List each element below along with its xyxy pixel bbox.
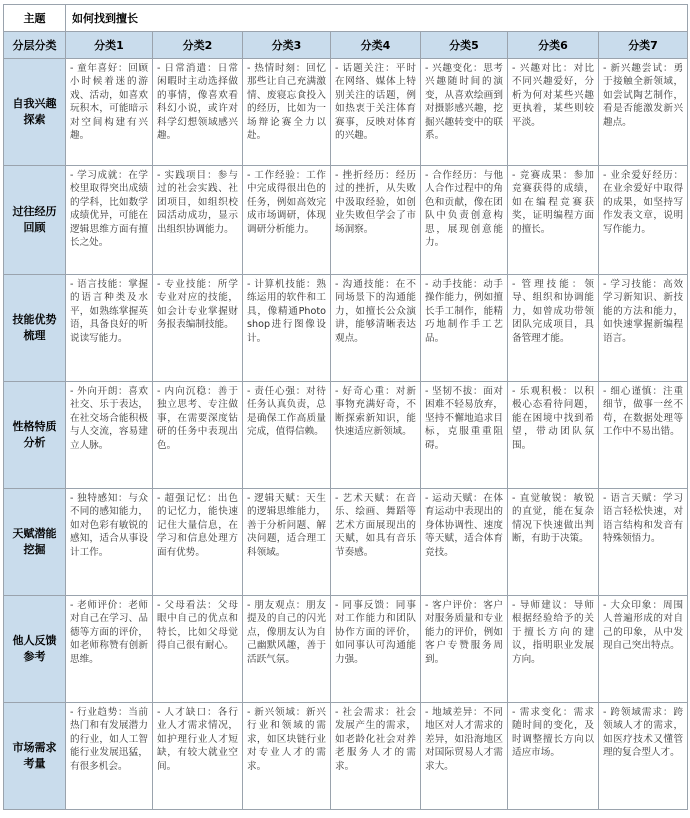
table-cell: - 兴趣变化：思考兴趣随时间的演变，从喜欢绘画到对摄影感兴趣，挖掘兴趣转变中的联系。 [421,59,508,166]
page-title: 如何找到擅长 [66,5,688,32]
table-cell: - 需求变化：需求随时间的变化，及时调整擅长方向以适应市场。 [508,703,599,810]
table-cell: - 语言天赋：学习语言轻松快速，对语言结构和发音有特殊领悟力。 [599,489,688,596]
table-cell: - 新兴领域：新兴行业和领域的需求，如区块链行业对专业人才的需求。 [243,703,331,810]
table-row [4,489,688,596]
row-header: 过往经历回顾 [4,166,66,275]
table-cell: - 地域差异：不同地区对人才需求的差异，如沿海地区对国际贸易人才需求大。 [421,703,508,810]
table-cell: - 行业趋势：当前热门和有发展潜力的行业，如人工智能行业发展迅猛，有很多机会。 [66,703,153,810]
table-cell: - 专业技能：所学专业对应的技能，如会计专业掌握财务报表编制技能。 [153,275,243,382]
table-cell: - 工作经验：工作中完成得很出色的任务，例如高效完成市场调研，体现调研分析能力。 [243,166,331,275]
table-cell: - 学习技能：高效学习新知识、新技能的方法和能力，如快速掌握新编程语言。 [599,275,688,382]
header-category: 分类3 [243,32,331,59]
row-header: 他人反馈参考 [4,596,66,703]
table-cell: - 直觉敏锐：敏锐的直觉，能在复杂情况下快速做出判断，有助于决策。 [508,489,599,596]
table-cell: - 朋友观点：朋友提及的自己的闪光点，像朋友认为自己幽默风趣，善于活跃气氛。 [243,596,331,703]
table-cell: - 细心谨慎：注重细节，做事一丝不苟，在数据处理等工作中不易出错。 [599,382,688,489]
header-category: 分类2 [153,32,243,59]
header-category: 分类1 [66,32,153,59]
table-cell: - 社会需求：社会发展产生的需求，如老龄化社会对养老服务人才的需求。 [331,703,421,810]
title-label: 主题 [4,5,66,32]
row-header: 技能优势梳理 [4,275,66,382]
table-cell: - 艺术天赋：在音乐、绘画、舞蹈等艺术方面展现出的天赋，如具有音乐节奏感。 [331,489,421,596]
table-cell: - 大众印象：周围人普遍形成的对自己的印象，从中发现自己突出特点。 [599,596,688,703]
table-cell: - 管理技能：领导、组织和协调能力，如曾成功带领团队完成项目，具备管理才能。 [508,275,599,382]
table-cell: - 内向沉稳：善于独立思考、专注做事，在需要深度钻研的任务中表现出色。 [153,382,243,489]
table-cell: - 同事反馈：同事对工作能力和团队协作方面的评价，如同事认可沟通能力强。 [331,596,421,703]
table-cell: - 童年喜好：回顾小时候着迷的游戏、活动，如喜欢玩积木，可能暗示对空间构建有兴趣。 [66,59,153,166]
table-cell: - 老师评价：老师对自己在学习、品德等方面的评价，如老师称赞有创新思维。 [66,596,153,703]
strengths-table [3,4,688,810]
row-header: 自我兴趣探索 [4,59,66,166]
table-cell: - 超强记忆：出色的记忆力，能快速记住大量信息，在学习和信息处理方面有优势。 [153,489,243,596]
header-category: 分类5 [421,32,508,59]
header-category: 分类7 [599,32,688,59]
table-cell: - 业余爱好经历：在业余爱好中取得的成果，如坚持写作发表文章，说明写作能力。 [599,166,688,275]
table-cell: - 兴趣对比：对比不同兴趣爱好，分析为何对某些兴趣更执着，某些则较平淡。 [508,59,599,166]
table-cell: - 计算机技能：熟练运用的软件和工具，像精通Photoshop进行图像设计。 [243,275,331,382]
table-cell: - 父母看法：父母眼中自己的优点和特长，比如父母觉得自己很有耐心。 [153,596,243,703]
table-row [4,59,688,166]
table-cell: - 学习成就：在学校里取得突出成绩的学科，比如数学成绩优异，可能在逻辑思维方面有擅长之处。 [66,166,153,275]
mindmap-table-container [3,4,687,810]
table-cell: - 人才缺口：各行业人才需求情况，如护理行业人才短缺，有较大就业空间。 [153,703,243,810]
table-cell: - 逻辑天赋：天生的逻辑思维能力，善于分析问题、解决问题，适合理工科领域。 [243,489,331,596]
table-row [4,275,688,382]
table-cell: - 好奇心重：对新事物充满好奇，不断探索新知识，能快速适应新领域。 [331,382,421,489]
table-cell: - 坚韧不拔：面对困难不轻易放弃，坚持不懈地追求目标，克服重重阻碍。 [421,382,508,489]
table-row [4,382,688,489]
table-cell: - 话题关注：平时在网络、媒体上特别关注的话题，例如热衷于关注体育赛事，反映对体育的兴趣。 [331,59,421,166]
table-cell: - 沟通技能：在不同场景下的沟通能力，如擅长公众演讲，能够清晰表达观点。 [331,275,421,382]
table-cell: - 合作经历：与他人合作过程中的角色和贡献，像在团队中负责创意构思，展现创意能力。 [421,166,508,275]
header-category: 分类6 [508,32,599,59]
table-cell: - 语言技能：掌握的语言种类及水平，如熟练掌握英语，具备良好的听说读写能力。 [66,275,153,382]
header-category: 分类4 [331,32,421,59]
table-cell: - 独特感知：与众不同的感知能力，如对色彩有敏锐的感知，适合从事设计工作。 [66,489,153,596]
header-first: 分层分类 [4,32,66,59]
table-row [4,703,688,810]
table-cell: - 挫折经历：经历过的挫折，从失败中汲取经验，如创业失败但学会了市场洞察。 [331,166,421,275]
header-row [4,32,688,59]
table-row [4,596,688,703]
row-header: 性格特质分析 [4,382,66,489]
title-row [4,5,688,32]
table-cell: - 新兴趣尝试：勇于接触全新领域，如尝试陶艺制作，看是否能激发新兴趣点。 [599,59,688,166]
table-row [4,166,688,275]
table-cell: - 实践项目：参与过的社会实践、社团项目，如组织校园活动成功，显示出组织协调能力。 [153,166,243,275]
table-cell: - 乐观积极：以积极心态看待问题，能在困境中找到希望，带动团队氛围。 [508,382,599,489]
table-cell: - 热情时刻：回忆那些让自己充满激情、废寝忘食投入的经历，比如为一场辩论赛全力以赴。 [243,59,331,166]
table-cell: - 客户评价：客户对服务质量和专业能力的评价，例如客户专赞服务周到。 [421,596,508,703]
table-cell: - 竞赛成果：参加竞赛获得的成绩，如在编程竞赛获奖，证明编程方面的擅长。 [508,166,599,275]
table-cell: - 运动天赋：在体育运动中表现出的身体协调性、速度等天赋，适合体育竞技。 [421,489,508,596]
table-cell: - 动手技能：动手操作能力，例如擅长手工制作，能精巧地制作手工艺品。 [421,275,508,382]
row-header: 市场需求考量 [4,703,66,810]
table-cell: - 责任心强：对待任务认真负责，总是确保工作高质量完成，值得信赖。 [243,382,331,489]
row-header: 天赋潜能挖掘 [4,489,66,596]
table-cell: - 外向开朗：喜欢社交、乐于表达，在社交场合能积极与人交流，容易建立人脉。 [66,382,153,489]
table-cell: - 导师建议：导师根据经验给予的关于擅长方向的建议，指明职业发展方向。 [508,596,599,703]
table-cell: - 跨领域需求：跨领域人才的需求，如医疗技术又懂管理的复合型人才。 [599,703,688,810]
table-cell: - 日常消遣：日常闲暇时主动选择做的事情，像喜欢看科幻小说，或许对科学幻想领域感兴趣。 [153,59,243,166]
